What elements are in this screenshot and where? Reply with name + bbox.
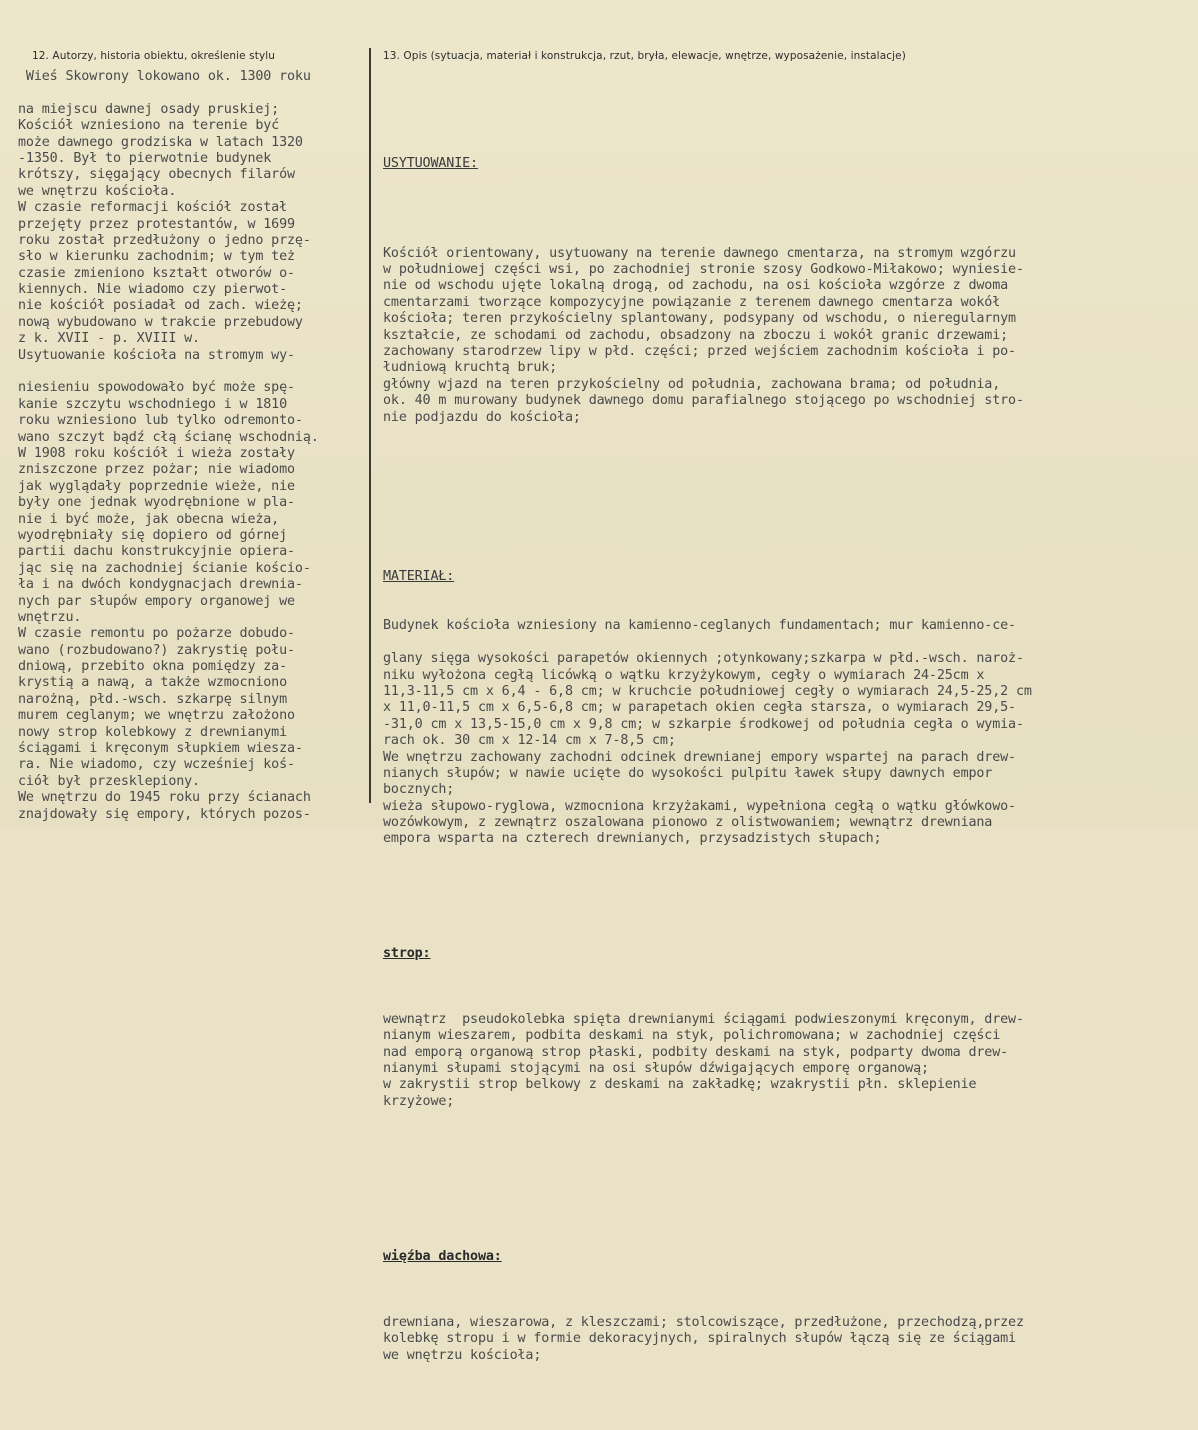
text-line: nie od wschodu ujęte lokalną drogą, od zachodu, na osi kościoła wzgórze z dwoma bbox=[383, 278, 1009, 294]
text-line: empora wsparta na czterech drewnianych, przysadzistych słupach; bbox=[383, 831, 882, 847]
text-line: partii dachu konstrukcyjnie opiera- bbox=[18, 544, 295, 560]
text-line: W 1908 roku kościół i wieża zostały bbox=[18, 445, 295, 461]
text-line: zniszczone przez pożar; nie wiadomo bbox=[18, 462, 295, 478]
text-line bbox=[383, 635, 1183, 651]
text-line bbox=[383, 996, 1183, 1012]
text-line: roku został przedłużony o jedno przę- bbox=[18, 232, 311, 248]
text-line: kolebkę stropu i w formie dekoracyjnych, spiralnych słupów łączą się ze ściągami bbox=[383, 1331, 1016, 1347]
text-line: krystią a nawą, a także wzmocniono bbox=[18, 675, 288, 691]
text-line: Budynek kościoła wzniesiony na kamienno-ceglanych fundamentach; mur kamienno-ce- bbox=[383, 618, 1016, 634]
text-line: kształcie, ze schodami od zachodu, obsadzony na zboczu i wokół granic drzewami; bbox=[383, 327, 1009, 343]
text-line: dniową, przebito okna pomiędzy za- bbox=[18, 659, 288, 675]
section-wiezba bbox=[383, 1217, 1183, 1397]
text-line: cmentarzami tworzące kompozycyjne powiązanie z terenem dawnego cmentarza wokół bbox=[383, 294, 1001, 310]
text-line: nych par słupów empory organowej we bbox=[18, 593, 295, 609]
text-line: ła i na dwóch kondygnacjach drewnia- bbox=[18, 577, 303, 593]
description-text bbox=[383, 90, 1183, 1430]
text-line: glany sięga wysokości parapetów okiennych ;otynkowany;szkarpa w płd.-wsch. naroż- bbox=[383, 651, 1024, 667]
text-line: wewnątrz pseudokolebka spięta drewnianymi ściągami podwieszonymi kręconym, drew- bbox=[383, 1011, 1024, 1027]
text-line: murem ceglanym; we wnętrzu założono bbox=[18, 708, 295, 724]
text-line: nową wybudowano w trakcie przebudowy bbox=[18, 314, 303, 330]
text-line: były one jednak wyodrębnione w pla- bbox=[18, 495, 295, 511]
section-heading-wiezba: więźba dachowa: bbox=[383, 1249, 502, 1265]
text-line bbox=[18, 364, 370, 380]
text-line: czasie zmieniono kształt otworów o- bbox=[18, 265, 295, 281]
header-authors-history: 12. Autorzy, historia obiektu, określenie stylu bbox=[32, 50, 276, 62]
section-material bbox=[383, 536, 1183, 880]
text-line: krzyżowe; bbox=[383, 1093, 455, 1109]
text-line: we wnętrzu kościoła; bbox=[383, 1347, 542, 1363]
text-line: rach ok. 30 cm x 12-14 cm x 7-8,5 cm; bbox=[383, 733, 676, 749]
text-line: ciół był przesklepiony. bbox=[18, 773, 200, 789]
text-line: w południowej części wsi, po zachodniej stronie szosy Godkowo-Miłakowo; wyniesie- bbox=[383, 262, 1024, 278]
section-body bbox=[383, 1299, 1183, 1365]
text-line: wieża słupowo-ryglowa, wzmocniona krzyżakami, wypełniona cegłą o wątku główkowo- bbox=[383, 798, 1016, 814]
text-line: nie kościół posiadał od zach. wieżę; bbox=[18, 298, 303, 314]
text-line: We wnętrzu do 1945 roku przy ścianach bbox=[18, 790, 311, 806]
text-line: ra. Nie wiadomo, czy wcześniej koś- bbox=[18, 757, 295, 773]
text-line: drewniana, wieszarowa, z kleszczami; stolcowiszące, przedłużone, przechodzą,przez bbox=[383, 1315, 1024, 1331]
text-line: we wnętrzu kościoła. bbox=[18, 183, 177, 199]
text-line: wozówkowym, z zewnątrz oszalowana pionowo z olistwowaniem; wewnątrz drewniana bbox=[383, 815, 993, 831]
text-line bbox=[383, 1299, 1183, 1315]
text-line: kanie szczytu wschodniego i w 1810 bbox=[18, 396, 288, 412]
text-line: wano (rozbudowano?) zakrystię połu- bbox=[18, 642, 295, 658]
text-line: nianych słupów; w nawie ucięte do wysokości pulpitu ławek słupy dawnych empor bbox=[383, 765, 993, 781]
section-body bbox=[383, 246, 1183, 426]
text-line: główny wjazd na teren przykościelny od południa, zachowana brama; od południa, bbox=[383, 376, 1001, 392]
section-strop bbox=[383, 913, 1183, 1143]
text-line: narożną, płd.-wsch. szkarpę silnym bbox=[18, 691, 288, 707]
text-line: bocznych; bbox=[383, 782, 455, 798]
text-line: zachowany starodrzew lipy w płd. części; przed wejściem zachodnim kościoła i po- bbox=[383, 343, 1016, 359]
text-line: nianymi słupami stojącymi na osi słupów dźwigających emporę organową; bbox=[383, 1061, 929, 1077]
section-usytuowanie bbox=[383, 123, 1183, 459]
text-line: kościoła; teren przykościelny splantowany, podsypany od wschodu, o nieregularnym bbox=[383, 311, 1016, 327]
text-line: znajdowały się empory, których pozos- bbox=[18, 806, 311, 822]
header-description: 13. Opis (sytuacja, materiał i konstrukcja, rzut, bryła, elewacje, wnętrze, wyposażenie, instalacje) bbox=[383, 50, 906, 62]
text-line: nianym wieszarem, podbita deskami na styk, polichromowana; w zachodniej części bbox=[383, 1028, 1001, 1044]
text-line: Usytuowanie kościoła na stromym wy- bbox=[18, 347, 295, 363]
section-heading-usytuowanie: USYTUOWANIE: bbox=[383, 155, 478, 171]
text-line: roku wzniesiono lub tylko odremonto- bbox=[18, 413, 303, 429]
text-line: We wnętrzu zachowany zachodni odcinek drewnianej empory wspartej na parach drew- bbox=[383, 749, 1016, 765]
text-line: Kościół orientowany, usytuowany na terenie dawnego cmentarza, na stromym wzgórzu bbox=[383, 245, 1016, 261]
text-line: w zakrystii strop belkowy z deskami na zakładkę; wzakrystii płn. sklepienie bbox=[383, 1077, 977, 1093]
section-heading-material: MATERIAŁ: bbox=[383, 569, 455, 585]
text-line: ok. 40 m murowany budynek dawnego domu parafialnego stojącego po wschodniej stro- bbox=[383, 393, 1024, 409]
text-line: sło w kierunku zachodnim; w tym też bbox=[18, 249, 295, 265]
text-line: -31,0 cm x 13,5-15,0 cm x 9,8 cm; w szkarpie środkowej od południa cegła o wymia- bbox=[383, 716, 1024, 732]
text-line: W czasie reformacji kościół został bbox=[18, 200, 288, 216]
text-line: ściągami i kręconym słupkiem wiesza- bbox=[18, 741, 303, 757]
text-line: wnętrzu. bbox=[18, 609, 82, 625]
section-heading-strop: strop: bbox=[383, 946, 431, 962]
text-line: Wieś Skowrony lokowano ok. 1300 roku bbox=[18, 69, 311, 84]
text-line: na miejscu dawnej osady pruskiej; bbox=[18, 101, 280, 117]
text-line: -1350. Był to pierwotnie budynek bbox=[18, 150, 272, 166]
text-line: nad emporą organową strop płaski, podbity deskami na styk, podparty dwoma drew- bbox=[383, 1044, 1009, 1060]
text-line: nie podjazdu do kościoła; bbox=[383, 409, 581, 425]
text-line: wano szczyt bądź cłą ścianę wschodnią. bbox=[18, 429, 319, 445]
section-body bbox=[383, 618, 1183, 847]
text-line: jak wyglądały poprzednie wieże, nie bbox=[18, 478, 295, 494]
text-line: jąc się na zachodniej ścianie kościo- bbox=[18, 560, 311, 576]
text-line: może dawnego grodziska w latach 1320 bbox=[18, 134, 303, 150]
text-line: z k. XVII - p. XVIII w. bbox=[18, 331, 200, 347]
section-body bbox=[383, 996, 1183, 1111]
text-line: 11,3-11,5 cm x 6,4 - 6,8 cm; w kruchcie południowej cegły o wymiarach 24,5-25,2 cm bbox=[383, 683, 1032, 699]
text-line: przejęty przez protestantów, w 1699 bbox=[18, 216, 295, 232]
text-line: x 11,0-11,5 cm x 6,5-6,8 cm; w parapetach okien cegła starsza, o wymiarach 29,5- bbox=[383, 700, 1016, 716]
text-line: nie i być może, jak obecna wieża, bbox=[18, 511, 280, 527]
text-line: niku wyłożona cegłą licówką o wątku krzyżykowym, cegły o wymiarach 24-25cm x bbox=[383, 667, 985, 683]
history-text bbox=[18, 69, 370, 823]
text-line: krótszy, sięgający obecnych filarów bbox=[18, 167, 295, 183]
text-line bbox=[18, 85, 370, 101]
text-line: Kościół wzniesiono na terenie być bbox=[18, 118, 280, 134]
text-line: wyodrębniały się dopiero od górnej bbox=[18, 527, 288, 543]
text-line: kiennych. Nie wiadomo czy pierwot- bbox=[18, 282, 288, 298]
text-line: niesieniu spowodowało być może spę- bbox=[18, 380, 295, 396]
text-line: łudniową kruchtą bruk; bbox=[383, 360, 558, 376]
text-line: W czasie remontu po pożarze dobudo- bbox=[18, 626, 295, 642]
text-line: nowy strop kolebkowy z drewnianymi bbox=[18, 724, 288, 740]
